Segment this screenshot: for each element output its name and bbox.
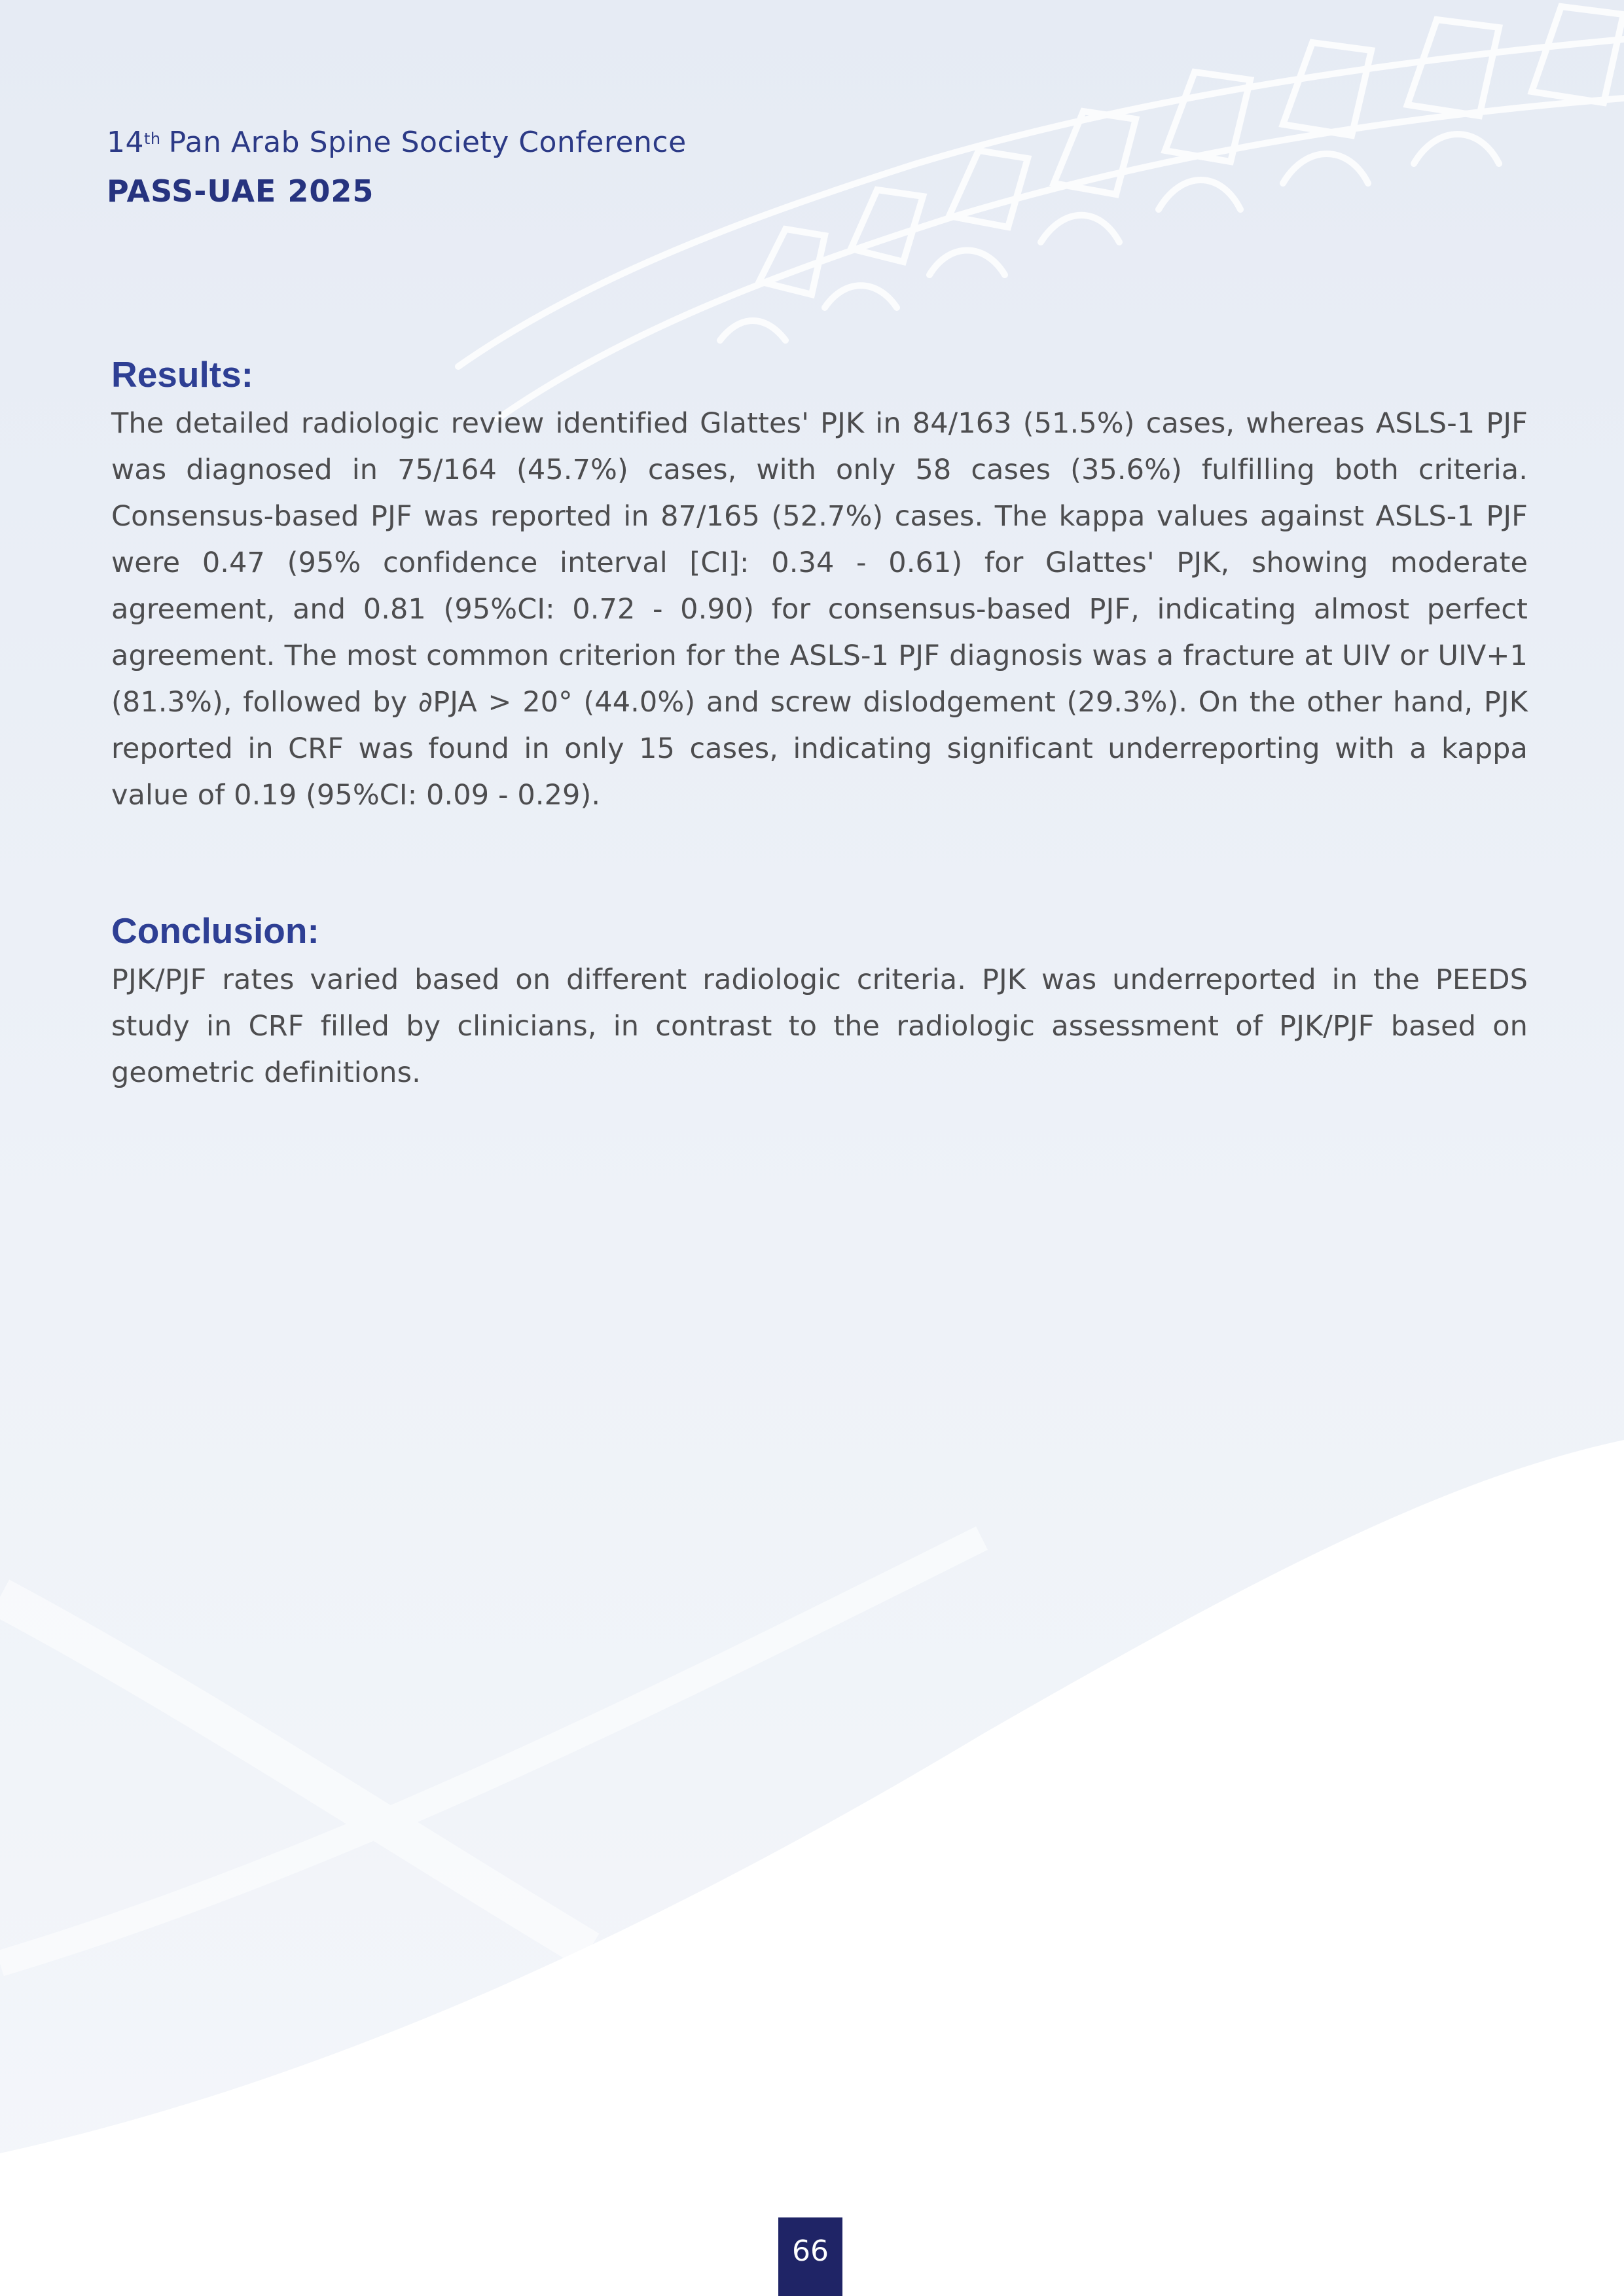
edition-number: 14: [107, 126, 144, 159]
event-tag: PASS-UAE 2025: [107, 173, 374, 209]
page-number-box: [778, 2217, 842, 2296]
conclusion-section: [111, 905, 1528, 1096]
conclusion-heading: Conclusion:: [111, 910, 319, 951]
conference-header: [107, 124, 687, 211]
results-section: [111, 348, 1528, 819]
page-number: 66: [792, 2234, 829, 2268]
conclusion-body: PJK/PJF rates varied based on different radiologic criteria. PJK was underreported in the PEEDS study in CRF filled by clinicians, in contrast to the radiologic assessment of PJK/PJF based on geometric definitions.: [111, 963, 1528, 1089]
results-body: The detailed radiologic review identified Glattes' PJK in 84/163 (51.5%) cases, whereas ASLS-1 PJF was diagnosed in 75/164 (45.7%) cases, with only 58 cases (35.6%) fulfilling both criteria. Consensus-based PJF was reported in 87/165 (52.7%) cases. The kappa values against ASLS-1 PJF were 0.47 (95% confidence interval [CI]: 0.34 - 0.61) for Glattes' PJK, showing moderate agreement, and 0.81 (95%CI: 0.72 - 0.90) for consensus-based PJF, indicating almost perfect agreement. The most common criterion for the ASLS-1 PJF diagnosis was a fracture at UIV or UIV+1 (81.3%), followed by ∂PJA > 20° (44.0%) and screw dislodgement (29.3%). On the other hand, PJK reported in CRF was found in only 15 cases, indicating significant underreporting with a kappa value of 0.19 (95%CI: 0.09 - 0.29).: [111, 407, 1528, 812]
conference-name: Pan Arab Spine Society Conference: [168, 126, 687, 159]
results-heading: Results:: [111, 354, 253, 395]
conference-title: [107, 124, 687, 161]
edition-suffix: th: [144, 130, 161, 148]
